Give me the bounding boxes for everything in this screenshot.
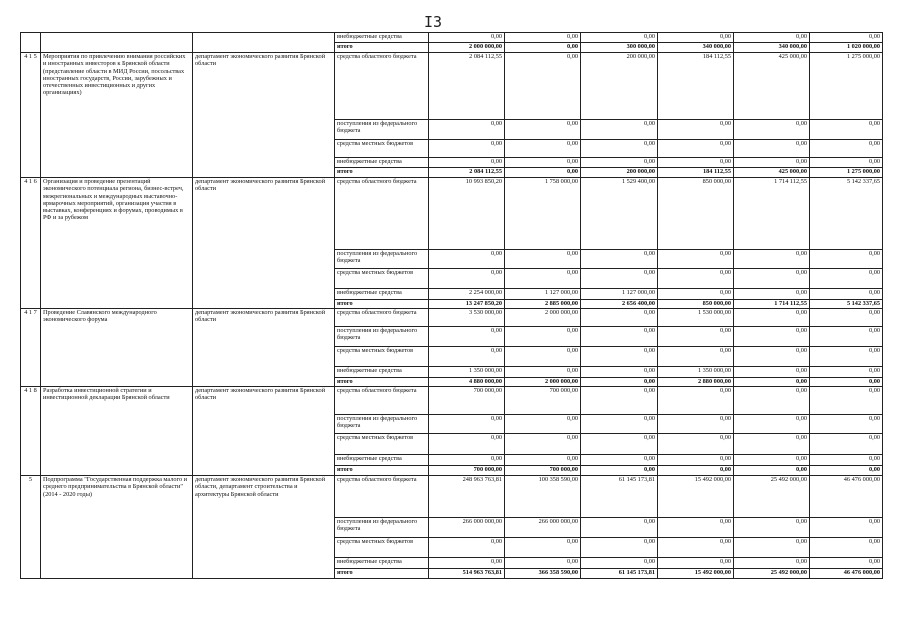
amount-cell: 0,00 (734, 455, 810, 466)
amount-cell: 0,00 (658, 558, 734, 569)
amount-cell: 0,00 (581, 140, 658, 158)
amount-cell: 0,00 (658, 538, 734, 558)
amount-cell: 0,00 (810, 455, 883, 466)
amount-cell: 13 247 850,20 (429, 300, 505, 309)
amount-cell: 0,00 (429, 455, 505, 466)
amount-cell: 0,00 (658, 289, 734, 300)
amount-cell: 0,00 (581, 120, 658, 140)
amount-cell: 0,00 (810, 387, 883, 415)
amount-cell: 0,00 (734, 518, 810, 538)
amount-cell: 2 000 000,00 (505, 309, 581, 327)
amount-cell: 0,00 (505, 269, 581, 289)
row-number-cell: 4 1 6 (21, 178, 41, 309)
amount-cell: 0,00 (810, 250, 883, 269)
table-row (21, 53, 883, 120)
amount-cell: 1 275 000,00 (810, 53, 883, 120)
amount-cell: 0,00 (505, 120, 581, 140)
executor-cell (193, 33, 335, 53)
amount-cell: 2 254 000,00 (429, 289, 505, 300)
amount-cell: 0,00 (658, 140, 734, 158)
amount-cell: 700 000,00 (505, 466, 581, 476)
amount-cell: 0,00 (581, 33, 658, 43)
funding-source-cell: средства местных бюджетов (335, 538, 429, 558)
funding-source-cell: средства местных бюджетов (335, 434, 429, 455)
funding-source-cell: средства местных бюджетов (335, 347, 429, 367)
amount-cell: 0,00 (581, 367, 658, 378)
amount-cell: 0,00 (581, 466, 658, 476)
amount-cell: 1 020 000,00 (810, 43, 883, 53)
amount-cell: 1 714 112,55 (734, 300, 810, 309)
amount-cell: 0,00 (734, 33, 810, 43)
amount-cell: 0,00 (429, 140, 505, 158)
amount-cell: 0,00 (505, 455, 581, 466)
amount-cell: 514 963 763,81 (429, 569, 505, 579)
amount-cell: 0,00 (810, 309, 883, 327)
amount-cell: 0,00 (810, 33, 883, 43)
amount-cell: 61 145 173,81 (581, 476, 658, 518)
amount-cell: 266 000 000,00 (429, 518, 505, 538)
amount-cell: 248 963 763,81 (429, 476, 505, 518)
amount-cell: 1 127 000,00 (505, 289, 581, 300)
amount-cell: 1 529 400,00 (581, 178, 658, 250)
amount-cell: 2 880 000,00 (658, 378, 734, 387)
amount-cell: 1 350 000,00 (429, 367, 505, 378)
amount-cell: 700 000,00 (429, 466, 505, 476)
amount-cell: 0,00 (581, 538, 658, 558)
amount-cell: 0,00 (581, 434, 658, 455)
amount-cell: 200 000,00 (581, 53, 658, 120)
amount-cell: 0,00 (429, 347, 505, 367)
amount-cell: 425 000,00 (734, 168, 810, 178)
amount-cell: 0,00 (734, 466, 810, 476)
funding-source-cell: средства областного бюджета (335, 178, 429, 250)
executor-cell: департамент экономического развития Брянской области (193, 178, 335, 309)
amount-cell: 15 492 000,00 (658, 569, 734, 579)
funding-source-cell: итого (335, 378, 429, 387)
amount-cell: 0,00 (658, 120, 734, 140)
amount-cell: 700 000,00 (429, 387, 505, 415)
funding-source-cell: поступления из федерального бюджета (335, 415, 429, 434)
funding-source-cell: средства областного бюджета (335, 387, 429, 415)
amount-cell: 0,00 (734, 250, 810, 269)
amount-cell: 0,00 (581, 250, 658, 269)
amount-cell: 5 142 337,65 (810, 178, 883, 250)
amount-cell: 4 880 000,00 (429, 378, 505, 387)
activity-name-cell (41, 33, 193, 53)
amount-cell: 340 000,00 (658, 43, 734, 53)
amount-cell: 0,00 (505, 538, 581, 558)
amount-cell: 0,00 (581, 518, 658, 538)
amount-cell: 0,00 (810, 367, 883, 378)
amount-cell: 200 000,00 (581, 168, 658, 178)
amount-cell: 0,00 (734, 289, 810, 300)
amount-cell: 0,00 (429, 120, 505, 140)
amount-cell: 0,00 (505, 168, 581, 178)
amount-cell: 0,00 (658, 455, 734, 466)
amount-cell: 1 350 000,00 (658, 367, 734, 378)
amount-cell: 0,00 (429, 250, 505, 269)
funding-source-cell: итого (335, 569, 429, 579)
amount-cell: 0,00 (810, 434, 883, 455)
row-number-cell: 4 1 5 (21, 53, 41, 178)
amount-cell: 0,00 (658, 387, 734, 415)
amount-cell: 0,00 (581, 455, 658, 466)
budget-table (20, 32, 883, 579)
funding-source-cell: внебюджетные средства (335, 33, 429, 43)
amount-cell: 0,00 (505, 327, 581, 347)
funding-source-cell: итого (335, 168, 429, 178)
funding-source-cell: поступления из федерального бюджета (335, 327, 429, 347)
amount-cell: 2 084 112,55 (429, 168, 505, 178)
amount-cell: 184 112,55 (658, 168, 734, 178)
amount-cell: 46 476 000,00 (810, 569, 883, 579)
amount-cell: 0,00 (581, 309, 658, 327)
amount-cell: 0,00 (581, 387, 658, 415)
amount-cell: 25 492 000,00 (734, 476, 810, 518)
row-number-cell: 4 1 8 (21, 387, 41, 476)
amount-cell: 850 000,00 (658, 300, 734, 309)
table-row (21, 33, 883, 43)
amount-cell: 0,00 (658, 415, 734, 434)
amount-cell: 0,00 (581, 378, 658, 387)
amount-cell: 300 000,00 (581, 43, 658, 53)
amount-cell: 0,00 (505, 33, 581, 43)
amount-cell: 0,00 (505, 415, 581, 434)
amount-cell: 0,00 (810, 289, 883, 300)
amount-cell: 0,00 (658, 518, 734, 538)
amount-cell: 0,00 (581, 347, 658, 367)
amount-cell: 0,00 (810, 120, 883, 140)
amount-cell: 366 358 590,00 (505, 569, 581, 579)
amount-cell: 0,00 (658, 250, 734, 269)
amount-cell: 0,00 (658, 327, 734, 347)
table-row (21, 178, 883, 250)
amount-cell: 61 145 173,81 (581, 569, 658, 579)
amount-cell: 0,00 (658, 158, 734, 168)
amount-cell: 0,00 (658, 466, 734, 476)
funding-source-cell: средства областного бюджета (335, 53, 429, 120)
amount-cell: 0,00 (810, 158, 883, 168)
table-row (21, 476, 883, 518)
amount-cell: 1 530 000,00 (658, 309, 734, 327)
amount-cell: 0,00 (429, 558, 505, 569)
funding-source-cell: поступления из федерального бюджета (335, 518, 429, 538)
activity-name-cell: Организация и проведение презентаций экономического потенциала региона, бизнес-встреч, межрегиональных и международных выставочно-ярмарочных мероприятий, организация участия в выставках, конференциях и форумах, проводимых в РФ и за рубежом (41, 178, 193, 309)
amount-cell: 0,00 (810, 538, 883, 558)
amount-cell: 5 142 337,65 (810, 300, 883, 309)
funding-source-cell: средства областного бюджета (335, 476, 429, 518)
amount-cell: 0,00 (505, 53, 581, 120)
amount-cell: 0,00 (429, 538, 505, 558)
amount-cell: 0,00 (734, 309, 810, 327)
amount-cell: 0,00 (505, 140, 581, 158)
amount-cell: 25 492 000,00 (734, 569, 810, 579)
activity-name-cell: Подпрограмма "Государственная поддержка малого и среднего предпринимательства в Брянской области" (2014 - 2020 годы) (41, 476, 193, 579)
amount-cell: 2 656 400,00 (581, 300, 658, 309)
funding-source-cell: поступления из федерального бюджета (335, 120, 429, 140)
row-number-cell: 4 1 7 (21, 309, 41, 387)
amount-cell: 850 000,00 (658, 178, 734, 250)
amount-cell: 340 000,00 (734, 43, 810, 53)
amount-cell: 0,00 (505, 158, 581, 168)
amount-cell: 0,00 (734, 347, 810, 367)
amount-cell: 0,00 (810, 378, 883, 387)
amount-cell: 0,00 (505, 558, 581, 569)
funding-source-cell: средства областного бюджета (335, 309, 429, 327)
amount-cell: 0,00 (658, 269, 734, 289)
amount-cell: 0,00 (734, 367, 810, 378)
amount-cell: 0,00 (581, 558, 658, 569)
amount-cell: 2 000 000,00 (505, 378, 581, 387)
amount-cell: 0,00 (734, 120, 810, 140)
table-row (21, 387, 883, 415)
amount-cell: 0,00 (429, 434, 505, 455)
table-body (21, 33, 883, 579)
amount-cell: 0,00 (658, 347, 734, 367)
funding-source-cell: итого (335, 43, 429, 53)
amount-cell: 0,00 (810, 347, 883, 367)
amount-cell: 1 275 000,00 (810, 168, 883, 178)
amount-cell: 0,00 (810, 558, 883, 569)
amount-cell: 0,00 (429, 415, 505, 434)
executor-cell: департамент экономического развития Брянской области (193, 309, 335, 387)
amount-cell: 0,00 (810, 140, 883, 158)
amount-cell: 3 530 000,00 (429, 309, 505, 327)
funding-source-cell: итого (335, 466, 429, 476)
amount-cell: 0,00 (734, 378, 810, 387)
amount-cell: 46 476 000,00 (810, 476, 883, 518)
table-row (21, 309, 883, 327)
amount-cell: 0,00 (734, 415, 810, 434)
amount-cell: 0,00 (734, 158, 810, 168)
funding-source-cell: внебюджетные средства (335, 558, 429, 569)
amount-cell: 15 492 000,00 (658, 476, 734, 518)
executor-cell: департамент экономического развития Брянской области (193, 53, 335, 178)
amount-cell: 1 758 000,00 (505, 178, 581, 250)
activity-name-cell: Мероприятия по привлечению внимания российских и иностранных инвесторов к Брянской области (представление области в МИД России, посольствах иностранных государств, России, зарубежных и отечественных инвестиционных и других организациях) (41, 53, 193, 178)
funding-source-cell: внебюджетные средства (335, 289, 429, 300)
amount-cell: 0,00 (581, 415, 658, 434)
amount-cell: 0,00 (810, 466, 883, 476)
amount-cell: 0,00 (734, 327, 810, 347)
executor-cell: департамент экономического развития Брянской области (193, 387, 335, 476)
funding-source-cell: итого (335, 300, 429, 309)
amount-cell: 0,00 (505, 434, 581, 455)
funding-source-cell: средства местных бюджетов (335, 140, 429, 158)
amount-cell: 0,00 (505, 250, 581, 269)
amount-cell: 0,00 (581, 269, 658, 289)
amount-cell: 0,00 (505, 43, 581, 53)
amount-cell: 2 885 000,00 (505, 300, 581, 309)
executor-cell: департамент экономического развития Брянской области, департамент строительства и архитектуры Брянской области (193, 476, 335, 579)
page-number: I3 (424, 13, 443, 31)
funding-source-cell: внебюджетные средства (335, 455, 429, 466)
amount-cell: 100 358 590,00 (505, 476, 581, 518)
funding-source-cell: средства местных бюджетов (335, 269, 429, 289)
amount-cell: 0,00 (429, 33, 505, 43)
amount-cell: 0,00 (734, 434, 810, 455)
amount-cell: 0,00 (734, 387, 810, 415)
amount-cell: 2 000 000,00 (429, 43, 505, 53)
row-number-cell (21, 33, 41, 53)
funding-source-cell: внебюджетные средства (335, 158, 429, 168)
amount-cell: 10 993 850,20 (429, 178, 505, 250)
amount-cell: 0,00 (505, 367, 581, 378)
amount-cell: 2 084 112,55 (429, 53, 505, 120)
amount-cell: 0,00 (734, 140, 810, 158)
amount-cell: 0,00 (734, 269, 810, 289)
amount-cell: 700 000,00 (505, 387, 581, 415)
row-number-cell: 5 (21, 476, 41, 579)
amount-cell: 0,00 (810, 415, 883, 434)
amount-cell: 0,00 (810, 518, 883, 538)
amount-cell: 0,00 (658, 434, 734, 455)
funding-source-cell: поступления из федерального бюджета (335, 250, 429, 269)
amount-cell: 0,00 (429, 327, 505, 347)
amount-cell: 184 112,55 (658, 53, 734, 120)
activity-name-cell: Разработка инвестиционной стратегии и инвестиционной декларации Брянской области (41, 387, 193, 476)
amount-cell: 0,00 (505, 347, 581, 367)
amount-cell: 0,00 (734, 558, 810, 569)
amount-cell: 425 000,00 (734, 53, 810, 120)
activity-name-cell: Проведение Славянского международного экономического форума (41, 309, 193, 387)
amount-cell: 0,00 (581, 327, 658, 347)
amount-cell: 0,00 (810, 269, 883, 289)
amount-cell: 0,00 (734, 538, 810, 558)
amount-cell: 0,00 (810, 327, 883, 347)
amount-cell: 1 127 000,00 (581, 289, 658, 300)
amount-cell: 0,00 (658, 33, 734, 43)
amount-cell: 266 000 000,00 (505, 518, 581, 538)
funding-source-cell: внебюджетные средства (335, 367, 429, 378)
amount-cell: 1 714 112,55 (734, 178, 810, 250)
amount-cell: 0,00 (581, 158, 658, 168)
amount-cell: 0,00 (429, 158, 505, 168)
amount-cell: 0,00 (429, 269, 505, 289)
